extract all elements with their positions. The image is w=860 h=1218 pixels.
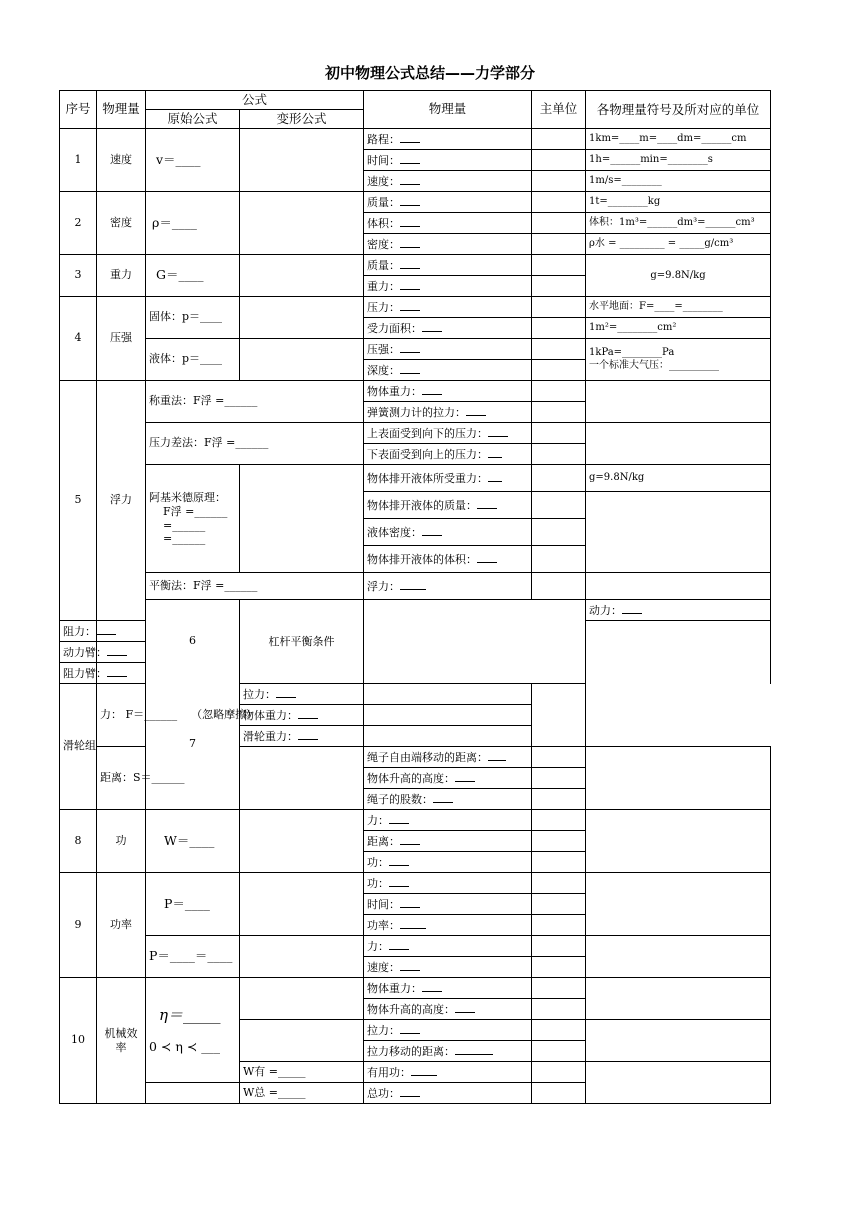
symbol-cell: [586, 492, 771, 573]
derived-formula: [240, 255, 364, 297]
row-no: 6 7: [146, 600, 240, 810]
quantity-cell: 弹簧测力计的拉力：: [364, 402, 532, 423]
unit-cell: [532, 852, 586, 873]
unit-cell: [532, 276, 586, 297]
derived-formula: [240, 129, 364, 192]
original-formula: W＝____: [146, 810, 240, 873]
unit-cell: [532, 1083, 586, 1104]
symbol-cell: [586, 1020, 771, 1062]
derived-formula: [240, 192, 364, 255]
quantity-cell: 动力：: [586, 600, 771, 621]
quantity-cell: 绳子的股数：: [364, 789, 532, 810]
quantity-cell: 物体重力：: [364, 978, 532, 999]
derived-formula: [240, 873, 364, 936]
unit-cell: [532, 129, 586, 150]
symbol-cell: 水平地面：F=____=________: [586, 297, 771, 318]
quantity-cell: 液体密度：: [364, 519, 532, 546]
original-formula: [146, 1083, 240, 1104]
symbol-cell: [586, 810, 771, 873]
derived-formula: W有 =_____: [240, 1062, 364, 1083]
unit-cell: [532, 150, 586, 171]
symbol-cell: [586, 573, 771, 600]
quantity-cell: 阻力臂：: [60, 663, 97, 684]
original-formula: η＝_____ 0 ≺ η ≺ ___: [146, 978, 240, 1083]
unit-cell: [532, 192, 586, 213]
unit-cell: [532, 402, 586, 423]
row-quantity: 功: [97, 810, 146, 873]
row-quantity: 重力: [97, 255, 146, 297]
quantity-cell: 受力面积：: [364, 318, 532, 339]
symbol-cell: [586, 978, 771, 1020]
symbol-cell: [586, 1062, 771, 1104]
header-symbols: 各物理量符号及所对应的单位: [586, 91, 771, 129]
original-formula: 平衡法：F浮 =______: [146, 573, 364, 600]
unit-cell: [532, 915, 586, 936]
header-quantities: 物理量: [364, 91, 532, 129]
row-no: 10: [60, 978, 97, 1104]
unit-cell: [532, 423, 586, 444]
unit-cell: [532, 768, 586, 789]
derived-formula: [240, 810, 364, 873]
unit-cell: [532, 936, 586, 957]
quantity-cell: 重力：: [364, 276, 532, 297]
quantity-cell: 时间：: [364, 150, 532, 171]
row-quantity: 压强: [97, 297, 146, 381]
symbol-cell: 1m²=________cm²: [586, 318, 771, 339]
header-original: 原始公式: [146, 110, 240, 129]
quantity-cell: 拉力：: [240, 684, 364, 705]
derived-formula: [240, 1020, 364, 1062]
symbol-cell: 体积：1m³=______dm³=______cm³: [586, 213, 771, 234]
header-derived: 变形公式: [240, 110, 364, 129]
derived-formula: [240, 339, 364, 381]
unit-cell: [364, 705, 532, 726]
unit-cell: [532, 171, 586, 192]
quantity-cell: 有用功：: [364, 1062, 532, 1083]
quantity-cell: 质量：: [364, 255, 532, 276]
symbol-cell: 1t=________kg: [586, 192, 771, 213]
quantity-cell: 功：: [364, 873, 532, 894]
original-formula: 压力差法：F浮 =______: [146, 423, 364, 465]
unit-cell: [532, 339, 586, 360]
quantity-cell: 阻力：: [60, 621, 97, 642]
header-unit: 主单位: [532, 91, 586, 129]
quantity-cell: 物体升高的高度：: [364, 999, 532, 1020]
quantity-cell: 下表面受到向上的压力：: [364, 444, 532, 465]
unit-cell: [532, 831, 586, 852]
quantity-cell: 物体重力：: [240, 705, 364, 726]
quantity-cell: 绳子自由端移动的距离：: [364, 747, 532, 768]
symbol-cell: ρ水 = _________ = _____g/cm³: [586, 234, 771, 255]
symbol-cell: 1km=____m=____dm=______cm: [586, 129, 771, 150]
unit-cell: [532, 234, 586, 255]
original-formula: 力： F＝______ （忽略摩擦）: [97, 684, 240, 747]
symbol-cell: 1kPa=________Pa 一个标准大气压：__________: [586, 339, 771, 381]
unit-cell: [532, 573, 586, 600]
unit-cell: [532, 1020, 586, 1041]
row-quantity: 功率: [97, 873, 146, 978]
unit-cell: [532, 747, 586, 768]
symbol-cell: g=9.8N/kg: [586, 255, 771, 297]
symbol-cell: [586, 747, 771, 810]
derived-formula: [240, 747, 364, 810]
quantity-cell: 拉力移动的距离：: [364, 1041, 532, 1062]
quantity-cell: 浮力：: [364, 573, 532, 600]
unit-cell: [532, 894, 586, 915]
quantity-cell: 速度：: [364, 957, 532, 978]
quantity-cell: 体积：: [364, 213, 532, 234]
unit-cell: [532, 957, 586, 978]
header-formula: 公式: [146, 91, 364, 110]
original-formula: G＝____: [146, 255, 240, 297]
unit-cell: [532, 810, 586, 831]
unit-cell: [364, 726, 532, 747]
original-formula: 液体：p＝____: [146, 339, 240, 381]
quantity-cell: 密度：: [364, 234, 532, 255]
unit-cell: [532, 873, 586, 894]
original-formula: 阿基米德原理： F浮 =______ =______ =______: [146, 465, 240, 573]
row-quantity: 浮力: [97, 381, 146, 621]
row-quantity: 速度: [97, 129, 146, 192]
quantity-cell: 物体排开液体的体积：: [364, 546, 532, 573]
header-quantity: 物理量: [97, 91, 146, 129]
original-formula: [364, 600, 586, 684]
quantity-cell: 功率：: [364, 915, 532, 936]
row-no: 1: [60, 129, 97, 192]
unit-cell: [532, 1062, 586, 1083]
unit-cell: [532, 978, 586, 999]
row-quantity: 杠杆平衡条件: [240, 600, 364, 684]
unit-cell: [532, 213, 586, 234]
derived-formula: [240, 978, 364, 1020]
quantity-cell: 物体升高的高度：: [364, 768, 532, 789]
quantity-cell: 总功：: [364, 1083, 532, 1104]
quantity-cell: 深度：: [364, 360, 532, 381]
row-quantity: 滑轮组: [60, 684, 97, 810]
original-formula: v＝____: [146, 129, 240, 192]
quantity-cell: 动力臂：: [60, 642, 97, 663]
row-quantity: 机械效率: [97, 978, 146, 1104]
symbol-cell: 1h=______min=________s: [586, 150, 771, 171]
symbol-cell: [586, 873, 771, 936]
original-formula: ρ＝____: [146, 192, 240, 255]
quantity-cell: 上表面受到向下的压力：: [364, 423, 532, 444]
derived-formula: [240, 465, 364, 573]
quantity-cell: 压强：: [364, 339, 532, 360]
unit-cell: [532, 318, 586, 339]
quantity-cell: 压力：: [364, 297, 532, 318]
original-formula: P＝____＝____: [146, 936, 240, 978]
original-formula: 称重法：F浮 =______: [146, 381, 364, 423]
formula-table: [59, 90, 771, 1104]
original-formula: P＝____: [146, 873, 240, 936]
symbol-cell: 1m/s=________: [586, 171, 771, 192]
row-no: 8: [60, 810, 97, 873]
quantity-cell: 质量：: [364, 192, 532, 213]
unit-cell: [532, 492, 586, 519]
quantity-cell: 力：: [364, 936, 532, 957]
quantity-cell: 距离：: [364, 831, 532, 852]
unit-cell: [532, 789, 586, 810]
quantity-cell: 速度：: [364, 171, 532, 192]
row-no: 3: [60, 255, 97, 297]
header-seq: 序号: [60, 91, 97, 129]
unit-cell: [532, 360, 586, 381]
symbol-cell: [532, 684, 586, 747]
symbol-cell: [586, 936, 771, 978]
original-formula: 距离：S＝______: [97, 747, 146, 810]
unit-cell: [532, 1041, 586, 1062]
unit-cell: [532, 381, 586, 402]
quantity-cell: 物体重力：: [364, 381, 532, 402]
unit-cell: [532, 255, 586, 276]
quantity-cell: 拉力：: [364, 1020, 532, 1041]
quantity-cell: 物体排开液体的质量：: [364, 492, 532, 519]
original-formula: 固体：p＝____: [146, 297, 240, 339]
page-title: 初中物理公式总结——力学部分: [324, 64, 535, 82]
quantity-cell: 功：: [364, 852, 532, 873]
quantity-cell: 路程：: [364, 129, 532, 150]
unit-cell: [532, 297, 586, 318]
unit-cell: [532, 519, 586, 546]
unit-cell: [532, 546, 586, 573]
unit-cell: [532, 444, 586, 465]
unit-cell: [532, 999, 586, 1020]
quantity-cell: 滑轮重力：: [240, 726, 364, 747]
row-no: 9: [60, 873, 97, 978]
quantity-cell: 力：: [364, 810, 532, 831]
derived-formula: W总 =_____: [240, 1083, 364, 1104]
symbol-cell: [586, 423, 771, 465]
row-no: 5: [60, 381, 97, 621]
symbol-cell: g=9.8N/kg: [586, 465, 771, 492]
unit-cell: [364, 684, 532, 705]
row-no: 4: [60, 297, 97, 381]
derived-formula: [240, 936, 364, 978]
quantity-cell: 物体排开液体所受重力：: [364, 465, 532, 492]
row-no: 2: [60, 192, 97, 255]
quantity-cell: 时间：: [364, 894, 532, 915]
unit-cell: [532, 465, 586, 492]
derived-formula: [240, 297, 364, 339]
row-quantity: 密度: [97, 192, 146, 255]
symbol-cell: [586, 381, 771, 423]
